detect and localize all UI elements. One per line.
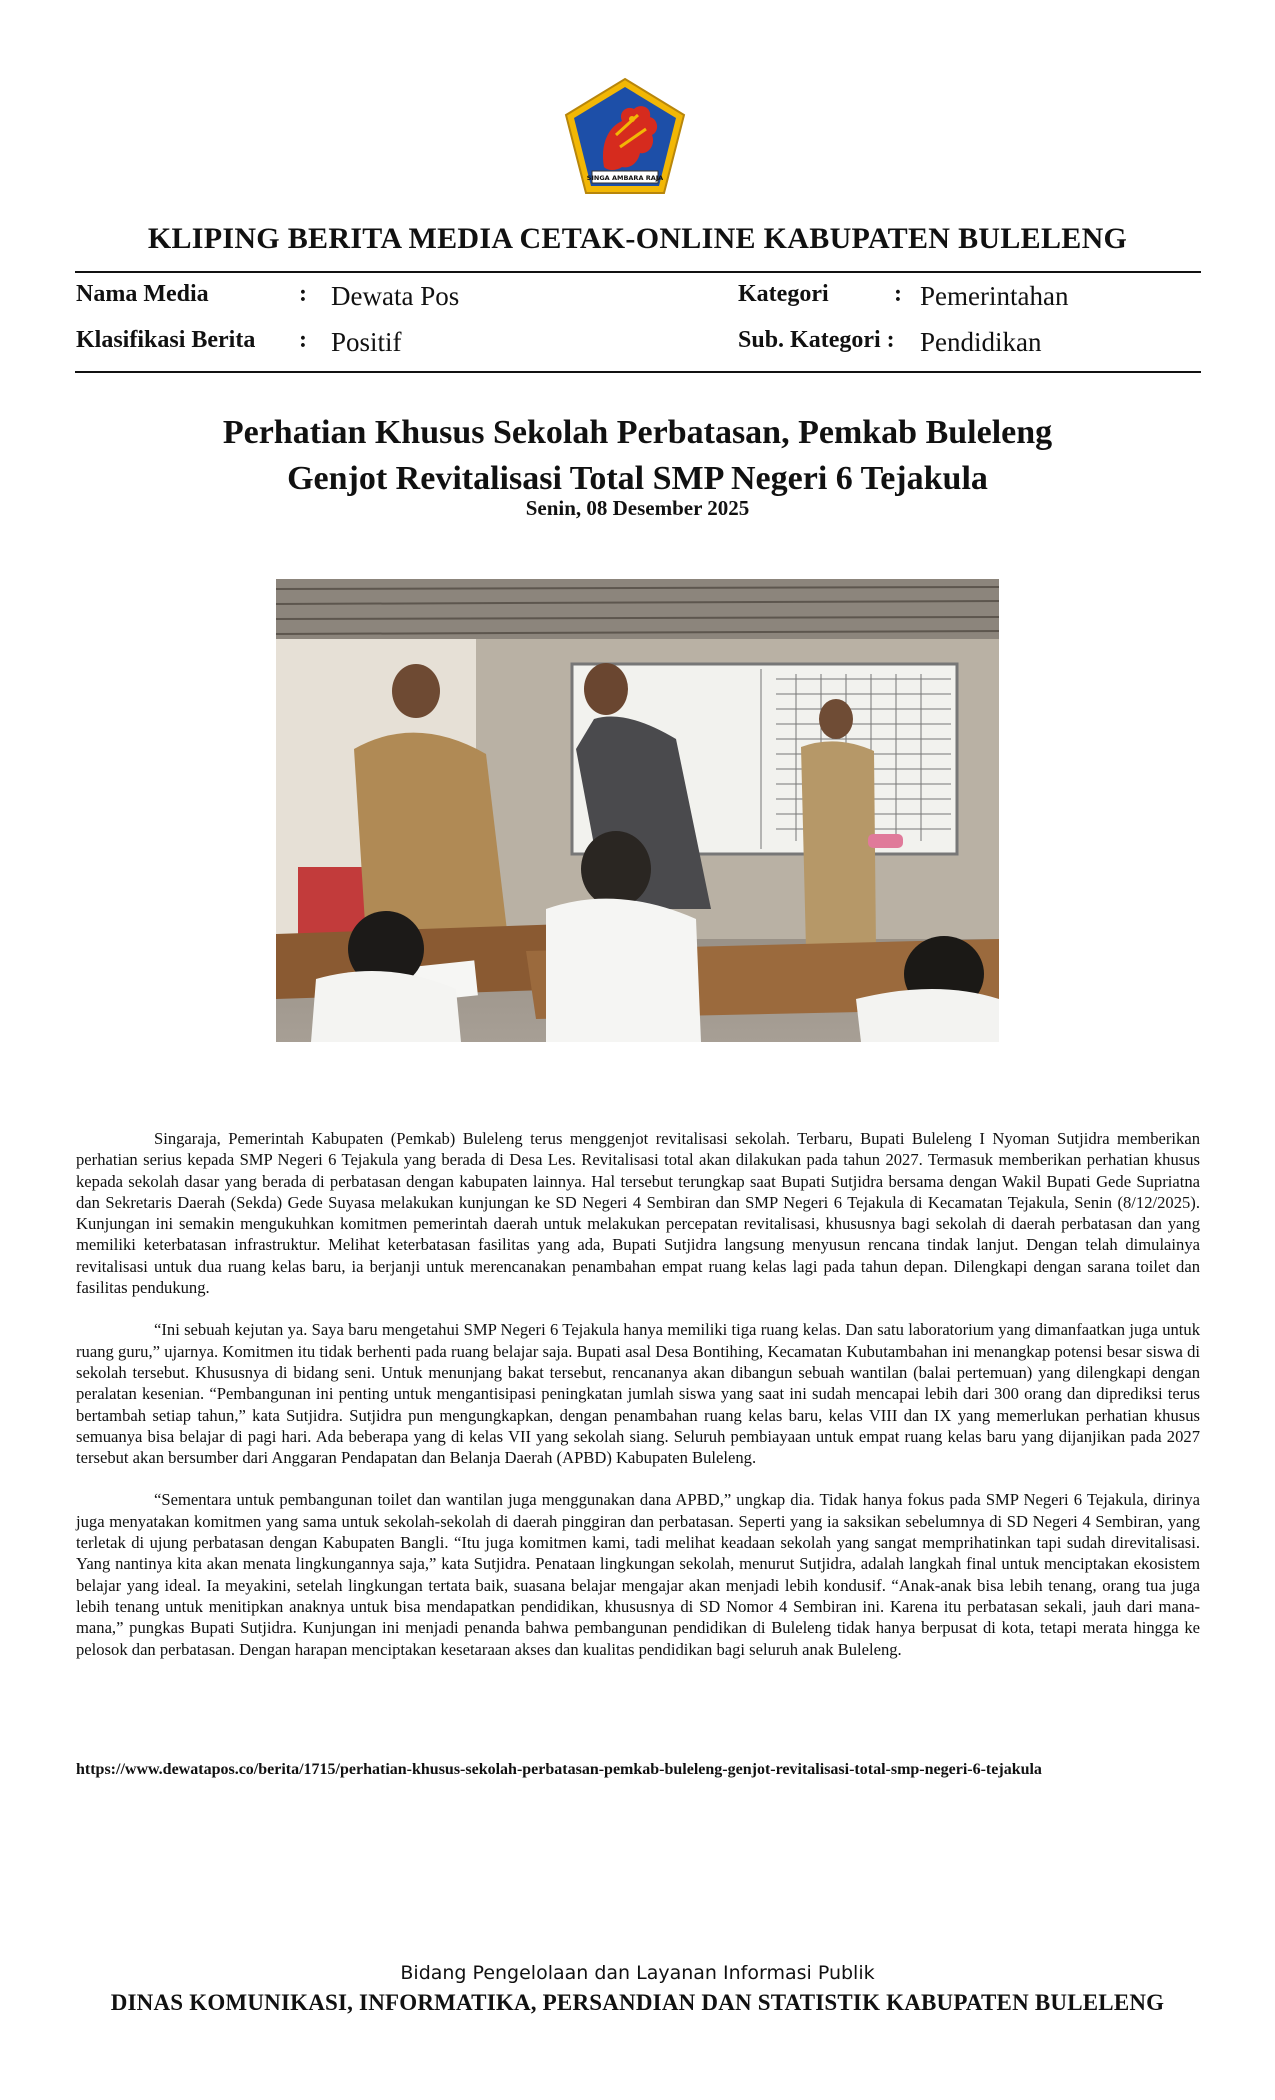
klasifikasi-value: Positif (331, 327, 402, 357)
article-title-line2: Genjot Revitalisasi Total SMP Negeri 6 Tejakula (287, 460, 988, 497)
header-divider-top (75, 271, 1201, 273)
article-paragraph-3: “Sementara untuk pembangunan toilet dan wantilan juga menggunakan dana APBD,” ungkap dia. Tidak hanya fokus pada SMP Negeri 6 Tejakula, dirinya juga menyatakan komitmen yang sama untuk sekolah-sekolah di daerah pinggiran dan perbatasan. Seperti yang ia saksikan sebelumnya di SD Negeri 4 Sembiran, yang terletak di ujung perbatasan dengan Kabupaten Bangli. “Itu juga komitmen kami, tadi melihat keadaan sekolah yang sangat memprihatinkan tapi sudah direvitalisasi. Yang nantinya kita akan menata lingkungannya saja,” kata Sutjidra. Penataan lingkungan sekolah, menurut Sutjidra, adalah langkah final untuk menciptakan ekosistem belajar yang ideal. Ia meyakini, setelah lingkungan tertata baik, suasana belajar mengajar akan menjadi lebih kondusif. “Anak-anak bisa lebih tenang, orang tua juga lebih tenang untuk menitipkan anaknya untuk bisa mendapatkan pendidikan, khususnya di SD Nomor 4 Sembiran ini. Karena itu perbatasan sekali, jauh dari mana-mana,” pungkas Bupati Sutjidra. Kunjungan ini menjadi penanda bahwa pembangunan pendidikan di Buleleng tidak hanya berpusat di kota, tetapi merata hingga ke pelosok dan perbatasan. Dengan harapan menciptakan kesetaraan akses dan kualitas pendidikan bagi seluruh anak Buleleng. (76, 1490, 1200, 1659)
article-paragraph-2: “Ini sebuah kejutan ya. Saya baru mengetahui SMP Negeri 6 Tejakula hanya memiliki tiga ruang kelas. Dan satu laboratorium yang dimanfaatkan juga untuk ruang guru,” ujarnya. Komitmen itu tidak berhenti pada ruang belajar saja. Bupati asal Desa Bontihing, Kecamatan Kubutambahan ini menangkap potensi besar siswa di sekolah tersebut. Khususnya di bidang seni. Untuk menunjang bakat tersebut, rencananya akan dibangun sebuah wantilan (balai pertemuan) yang dilengkapi dengan peralatan kesenian. “Pembangunan ini penting untuk mengantisipasi peningkatan jumlah siswa yang saat ini sudah mencapai lebih dari 300 orang dan diprediksi terus bertambah setiap tahun,” kata Sutjidra. Sutjidra pun mengungkapkan, dengan penambahan ruang kelas baru, kelas VIII dan IX yang memerlukan perhatian khusus semuanya bisa belajar di pagi hari. Ada beberapa yang di kelas VII yang sekolah siang. Seluruh pembiayaan untuk empat ruang kelas baru yang dijanjikan pada 2027 tersebut akan bersumber dari Anggaran Pendapatan dan Belanja Daerah (APBD) Kabupaten Buleleng. (76, 1320, 1200, 1468)
subkategori-value: Pendidikan (920, 327, 1042, 357)
nama-media-colon: : (299, 281, 307, 307)
article-date: Senin, 08 Desember 2025 (525, 496, 750, 520)
kategori-label: Kategori (738, 281, 829, 307)
subkategori-label: Sub. Kategori : (738, 327, 895, 353)
article-title-line1: Perhatian Khusus Sekolah Perbatasan, Pemkab Buleleng (222, 414, 1053, 451)
article-body (76, 1128, 1200, 1681)
regency-emblem-logo (560, 75, 690, 200)
klasifikasi-colon: : (299, 327, 307, 353)
source-url-link[interactable]: https://www.dewatapos.co/berita/1715/perhatian-khusus-sekolah-perbatasan-pemkab-buleleng-genjot-revitalisasi-total-smp-negeri-6-tejakula (76, 1761, 1042, 1778)
nama-media-label: Nama Media (76, 281, 209, 307)
klasifikasi-label: Klasifikasi Berita (76, 327, 256, 353)
nama-media-value: Dewata Pos (331, 281, 460, 311)
kategori-colon: : (894, 281, 902, 307)
header-divider-bottom (75, 371, 1201, 373)
article-title (0, 410, 1275, 502)
logo-caption: SINGA AMBARA RAJA (586, 174, 664, 182)
article-photo (276, 579, 999, 1042)
kategori-value: Pemerintahan (920, 281, 1069, 311)
footer-division-name: Bidang Pengelolaan dan Layanan Informasi Publik (400, 1962, 875, 1984)
footer-agency-name: DINAS KOMUNIKASI, INFORMATIKA, PERSANDIAN DAN STATISTIK KABUPATEN BULELENG (110, 1990, 1165, 2015)
clipping-header-title: KLIPING BERITA MEDIA CETAK-ONLINE KABUPATEN BULELENG (147, 222, 1128, 255)
article-paragraph-1: Singaraja, Pemerintah Kabupaten (Pemkab) Buleleng terus menggenjot revitalisasi sekolah. Terbaru, Bupati Buleleng I Nyoman Sutjidra memberikan perhatian serius kepada SMP Negeri 6 Tejakula yang berada di Desa Les. Revitalisasi total akan dilakukan pada tahun 2027. Termasuk memberikan perhatian khusus kepada sekolah dasar yang berada di perbatasan dengan kabupaten lainnya. Hal tersebut terungkap saat Bupati Sutjidra bersama dengan Wakil Bupati Gede Supriatna dan Sekretaris Daerah (Sekda) Gede Suyasa melakukan kunjungan ke SD Negeri 4 Sembiran dan SMP Negeri 6 Tejakula di Kecamatan Tejakula, Senin (8/12/2025). Kunjungan ini semakin mengukuhkan komitmen pemerintah daerah untuk melakukan percepatan revitalisasi, khususnya bagi sekolah di daerah perbatasan dan yang memiliki keterbatasan infrastruktur. Melihat keterbatasan fasilitas yang ada, Bupati Sutjidra langsung menyusun rencana tindak lanjut. Dengan telah dimulainya revitalisasi untuk dua ruang kelas baru, ia berjanji untuk merencanakan penambahan empat ruang kelas lagi pada tahun depan. Dilengkapi dengan sarana toilet dan fasilitas pendukung. (76, 1129, 1200, 1298)
